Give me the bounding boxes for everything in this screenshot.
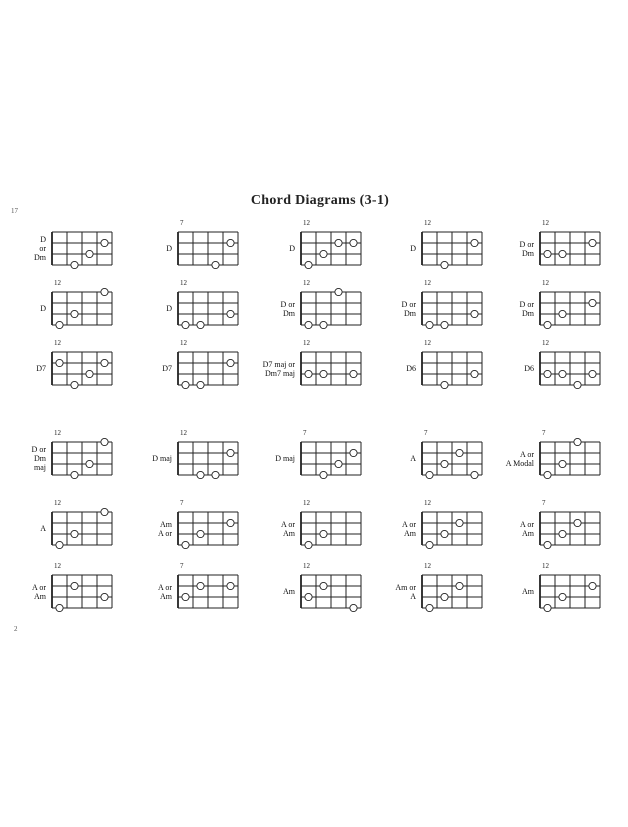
fretboard-grid <box>418 437 486 480</box>
chord-name: D or Dm <box>519 299 534 318</box>
chord-name: D or Dm maj <box>31 445 46 472</box>
finger-dot <box>441 530 448 537</box>
fretboard-grid <box>174 227 242 270</box>
finger-dot <box>441 381 448 388</box>
fretboard-grid <box>536 437 604 480</box>
fret-number: 7 <box>180 562 184 570</box>
finger-dot <box>559 310 566 317</box>
finger-dot <box>559 250 566 257</box>
fret-number: 12 <box>54 339 61 347</box>
fretboard-grid <box>297 570 365 613</box>
finger-dot <box>544 604 551 611</box>
chord-name: D or Dm <box>280 299 295 318</box>
finger-dot <box>426 471 433 478</box>
fret-number: 12 <box>542 279 549 287</box>
fret-number: 12 <box>542 219 549 227</box>
finger-dot <box>559 593 566 600</box>
fret-number: 12 <box>54 279 61 287</box>
finger-dot <box>71 310 78 317</box>
fret-number: 12 <box>54 562 61 570</box>
finger-dot <box>86 370 93 377</box>
finger-dot <box>71 530 78 537</box>
finger-dot <box>574 381 581 388</box>
chord-name: D <box>166 244 172 253</box>
finger-dot <box>574 519 581 526</box>
chord-name: D or Dm <box>401 299 416 318</box>
fret-number: 12 <box>180 429 187 437</box>
finger-dot <box>441 593 448 600</box>
finger-dot <box>544 471 551 478</box>
finger-dot <box>56 321 63 328</box>
finger-dot <box>101 438 108 445</box>
chord-name: Am or A <box>395 582 416 601</box>
fret-number: 12 <box>303 279 310 287</box>
fretboard-grid <box>48 570 116 613</box>
chord-name: D7 <box>36 364 46 373</box>
page-title: Chord Diagrams (3-1) <box>250 193 390 208</box>
finger-dot <box>441 261 448 268</box>
finger-dot <box>197 471 204 478</box>
finger-dot <box>320 530 327 537</box>
fretboard-grid <box>174 507 242 550</box>
fretboard-grid <box>418 227 486 270</box>
fretboard-grid <box>48 347 116 390</box>
finger-dot <box>320 582 327 589</box>
chord-name: Am <box>522 587 534 596</box>
finger-dot <box>456 582 463 589</box>
finger-dot <box>471 471 478 478</box>
fret-number: 12 <box>424 219 431 227</box>
chord-name: Am A or <box>158 519 172 538</box>
fret-number: 12 <box>542 562 549 570</box>
fretboard-grid <box>536 287 604 330</box>
chord-name: D or Dm <box>519 239 534 258</box>
fret-number: 12 <box>424 279 431 287</box>
chord-name: Am <box>283 587 295 596</box>
fretboard-grid <box>48 287 116 330</box>
fretboard-grid <box>536 570 604 613</box>
finger-dot <box>71 471 78 478</box>
finger-dot <box>227 449 234 456</box>
finger-dot <box>182 593 189 600</box>
finger-dot <box>350 239 357 246</box>
finger-dot <box>71 261 78 268</box>
finger-dot <box>56 541 63 548</box>
finger-dot <box>426 321 433 328</box>
fret-number: 7 <box>424 429 428 437</box>
finger-dot <box>544 370 551 377</box>
fretboard-grid <box>174 287 242 330</box>
finger-dot <box>589 370 596 377</box>
finger-dot <box>559 460 566 467</box>
finger-dot <box>197 582 204 589</box>
fretboard-grid <box>418 570 486 613</box>
finger-dot <box>86 460 93 467</box>
fretboard-grid <box>48 507 116 550</box>
fret-number: 12 <box>542 339 549 347</box>
finger-dot <box>350 449 357 456</box>
finger-dot <box>305 541 312 548</box>
finger-dot <box>101 239 108 246</box>
fret-number: 7 <box>180 499 184 507</box>
finger-dot <box>305 321 312 328</box>
fretboard-grid <box>418 347 486 390</box>
chord-name: A or Am <box>32 582 46 601</box>
finger-dot <box>71 381 78 388</box>
chord-name: A or A Modal <box>505 449 534 468</box>
finger-dot <box>101 359 108 366</box>
finger-dot <box>559 370 566 377</box>
finger-dot <box>589 239 596 246</box>
fretboard-grid <box>174 437 242 480</box>
finger-dot <box>227 582 234 589</box>
finger-dot <box>320 471 327 478</box>
chord-name: D <box>410 244 416 253</box>
fret-number: 12 <box>424 499 431 507</box>
finger-dot <box>56 359 63 366</box>
fretboard-grid <box>536 347 604 390</box>
chord-name: D <box>166 304 172 313</box>
finger-dot <box>335 460 342 467</box>
finger-dot <box>71 582 78 589</box>
fretboard-grid <box>536 227 604 270</box>
chord-name: D maj <box>275 454 295 463</box>
fret-number: 7 <box>303 429 307 437</box>
fret-number: 12 <box>303 219 310 227</box>
fretboard-grid <box>297 437 365 480</box>
finger-dot <box>101 288 108 295</box>
left-page-number: 17 <box>11 207 18 215</box>
fretboard-grid <box>48 227 116 270</box>
fretboard-grid <box>174 570 242 613</box>
chord-name: D6 <box>524 364 534 373</box>
fret-number: 12 <box>180 279 187 287</box>
finger-dot <box>305 261 312 268</box>
finger-dot <box>574 438 581 445</box>
fret-number: 12 <box>54 429 61 437</box>
fret-number: 7 <box>180 219 184 227</box>
fret-number: 12 <box>54 499 61 507</box>
finger-dot <box>471 310 478 317</box>
finger-dot <box>589 582 596 589</box>
finger-dot <box>305 593 312 600</box>
finger-dot <box>544 541 551 548</box>
finger-dot <box>197 321 204 328</box>
finger-dot <box>544 321 551 328</box>
fret-number: 12 <box>180 339 187 347</box>
finger-dot <box>544 250 551 257</box>
finger-dot <box>56 604 63 611</box>
fretboard-grid <box>48 437 116 480</box>
finger-dot <box>350 604 357 611</box>
finger-dot <box>320 321 327 328</box>
chord-name: D <box>289 244 295 253</box>
finger-dot <box>350 370 357 377</box>
fret-number: 12 <box>303 562 310 570</box>
fretboard-grid <box>174 347 242 390</box>
finger-dot <box>212 471 219 478</box>
chord-name: A <box>410 454 416 463</box>
chord-name: A or Am <box>520 519 534 538</box>
finger-dot <box>197 530 204 537</box>
finger-dot <box>335 239 342 246</box>
fret-number: 12 <box>424 339 431 347</box>
fretboard-grid <box>297 227 365 270</box>
fretboard-grid <box>297 347 365 390</box>
finger-dot <box>456 449 463 456</box>
finger-dot <box>212 261 219 268</box>
fret-number: 12 <box>303 499 310 507</box>
bottom-mark: 2 <box>14 625 18 633</box>
finger-dot <box>101 508 108 515</box>
finger-dot <box>227 359 234 366</box>
finger-dot <box>589 299 596 306</box>
finger-dot <box>227 519 234 526</box>
finger-dot <box>456 519 463 526</box>
chord-name: D7 maj or Dm7 maj <box>262 359 295 378</box>
chord-name: A <box>40 524 46 533</box>
finger-dot <box>182 541 189 548</box>
finger-dot <box>320 250 327 257</box>
finger-dot <box>335 288 342 295</box>
finger-dot <box>227 239 234 246</box>
chord-name: D6 <box>406 364 416 373</box>
fret-number: 7 <box>542 499 546 507</box>
chord-name: A or Am <box>402 519 416 538</box>
fretboard-grid <box>536 507 604 550</box>
finger-dot <box>182 321 189 328</box>
finger-dot <box>101 593 108 600</box>
finger-dot <box>320 370 327 377</box>
finger-dot <box>426 604 433 611</box>
fret-number: 12 <box>424 562 431 570</box>
finger-dot <box>559 530 566 537</box>
finger-dot <box>441 460 448 467</box>
finger-dot <box>86 250 93 257</box>
chord-name: D or Dm <box>34 235 46 262</box>
fretboard-grid <box>418 287 486 330</box>
fretboard-grid <box>297 507 365 550</box>
finger-dot <box>305 370 312 377</box>
chord-name: D <box>40 304 46 313</box>
chord-name: A or Am <box>281 519 295 538</box>
finger-dot <box>426 541 433 548</box>
finger-dot <box>441 321 448 328</box>
finger-dot <box>471 239 478 246</box>
fret-number: 12 <box>303 339 310 347</box>
chord-name: A or Am <box>158 582 172 601</box>
fretboard-grid <box>297 287 365 330</box>
fret-number: 7 <box>542 429 546 437</box>
chord-name: D maj <box>152 454 172 463</box>
finger-dot <box>182 381 189 388</box>
chord-name: D7 <box>162 364 172 373</box>
fretboard-grid <box>418 507 486 550</box>
finger-dot <box>197 381 204 388</box>
finger-dot <box>227 310 234 317</box>
finger-dot <box>471 370 478 377</box>
